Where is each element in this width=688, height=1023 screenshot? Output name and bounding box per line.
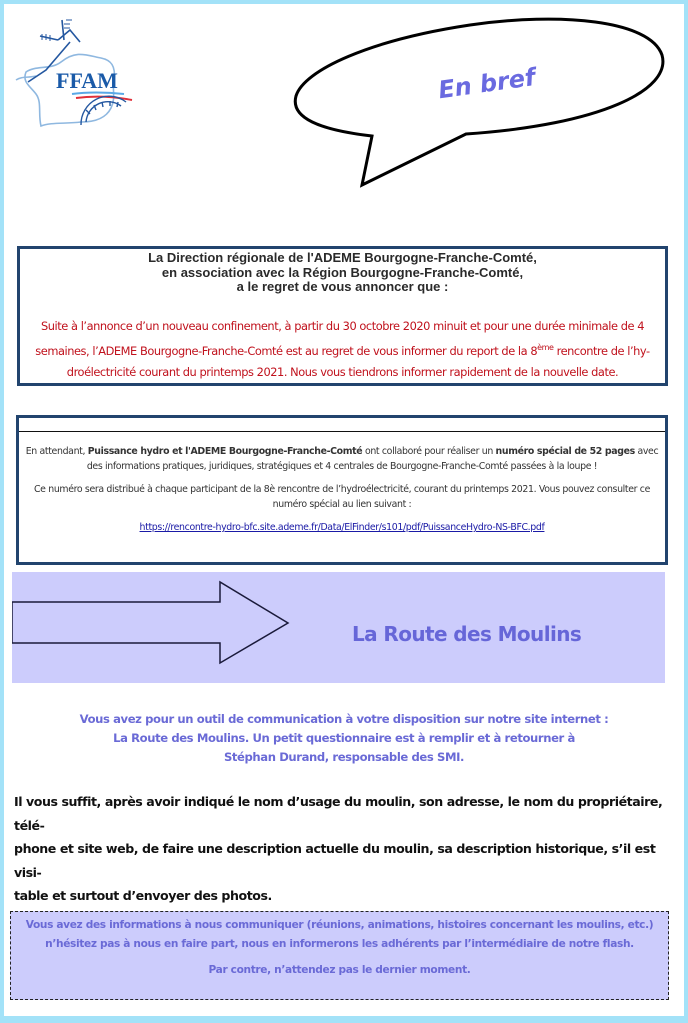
logo-text: FFAM xyxy=(56,68,118,93)
special-issue-paragraph xyxy=(19,444,665,474)
route-instructions xyxy=(14,790,674,908)
text-span: En attendant, xyxy=(25,446,88,457)
announcement-body-line: Suite à l’annonce d’un nouveau confinement, à partir du 30 octobre 2020 minuit et pour une durée minimale de 4 xyxy=(40,318,645,333)
route-band xyxy=(12,572,665,683)
special-issue-paragraph: Ce numéro sera distribué à chaque participant de la 8è rencontre de l’hydroélectricité, courant du printemps 2021. Vous pouvez consulter ce numéro spécial au lien suivant : xyxy=(33,484,651,510)
notice-line: Vous avez des informations à nous communiquer (réunions, animations, histoires concernant les moulins, etc.) xyxy=(25,919,654,931)
special-issue-body xyxy=(19,444,665,543)
route-instructions-line: phone et site web, de faire une description actuelle du moulin, sa description historique, s’il est visi- xyxy=(14,841,656,880)
text-span: semaines, l’ADEME Bourgogne-Franche-Comté est au regret de vous informer du report de la 8 xyxy=(35,343,538,358)
announcement-body-line: droélectricité courant du printemps 2021. Nous vous tiendrons informer rapidement de la nouvelle date. xyxy=(66,365,619,380)
divider xyxy=(19,431,665,432)
ffam-logo xyxy=(6,10,136,135)
route-instructions-line: table et surtout d’envoyer des photos. xyxy=(14,888,272,903)
text-span: avec des informations pratiques, juridiques, stratégiques et 4 centrales de Bourgogne-Franche-Comté passées à la loupe ! xyxy=(86,446,659,472)
announcement-body xyxy=(20,315,665,384)
notice-box xyxy=(10,911,669,1000)
text-bold: Puissance hydro et l'ADEME Bourgogne-Franche-Comté xyxy=(87,446,363,457)
text-bold: numéro spécial de 52 pages xyxy=(495,446,635,457)
special-issue-box xyxy=(16,415,668,565)
water-wheel-icon xyxy=(81,96,126,125)
text-span: rencontre de l’hy- xyxy=(553,343,650,358)
route-intro-line: Vous avez pour un outil de communication à votre disposition sur notre site internet : xyxy=(79,712,609,726)
announcement-header xyxy=(20,251,665,295)
route-intro-line: La Route des Moulins. Un petit questionnaire est à remplir et à retourner à xyxy=(113,731,575,745)
announcement-body-line xyxy=(20,337,665,362)
announcement-header-line: La Direction régionale de l'ADEME Bourgogne-Franche-Comté, xyxy=(148,250,537,265)
text-span: ont collaboré pour réaliser un xyxy=(362,446,496,457)
notice-line: n’hésitez pas à nous en faire part, nous en informerons les adhérents par l’intermédiaire de notre flash. xyxy=(45,938,634,950)
notice-line: Par contre, n’attendez pas le dernier moment. xyxy=(208,964,471,976)
route-instructions-line: Il vous suffit, après avoir indiqué le nom d’usage du moulin, son adresse, le nom du propriétaire, télé- xyxy=(14,794,663,833)
route-intro xyxy=(0,710,688,767)
announcement-header-line: a le regret de vous annoncer que : xyxy=(236,279,449,294)
ordinal-suffix: ème xyxy=(537,342,554,352)
special-issue-link[interactable]: https://rencontre-hydro-bfc.site.ademe.fr/Data/ElFinder/s101/pdf/PuissanceHydro-NS-BFC.pdf xyxy=(139,522,545,533)
route-title: La Route des Moulins xyxy=(352,622,582,646)
route-intro-line: Stéphan Durand, responsable des SMI. xyxy=(223,750,465,764)
speech-bubble xyxy=(280,0,688,230)
special-issue-link-row xyxy=(19,520,665,535)
announcement-box xyxy=(17,246,668,386)
announcement-header-line: en association avec la Région Bourgogne-Franche-Comté, xyxy=(161,264,524,280)
speech-bubble-shape xyxy=(295,19,663,185)
bubble-title: En bref xyxy=(436,62,538,105)
